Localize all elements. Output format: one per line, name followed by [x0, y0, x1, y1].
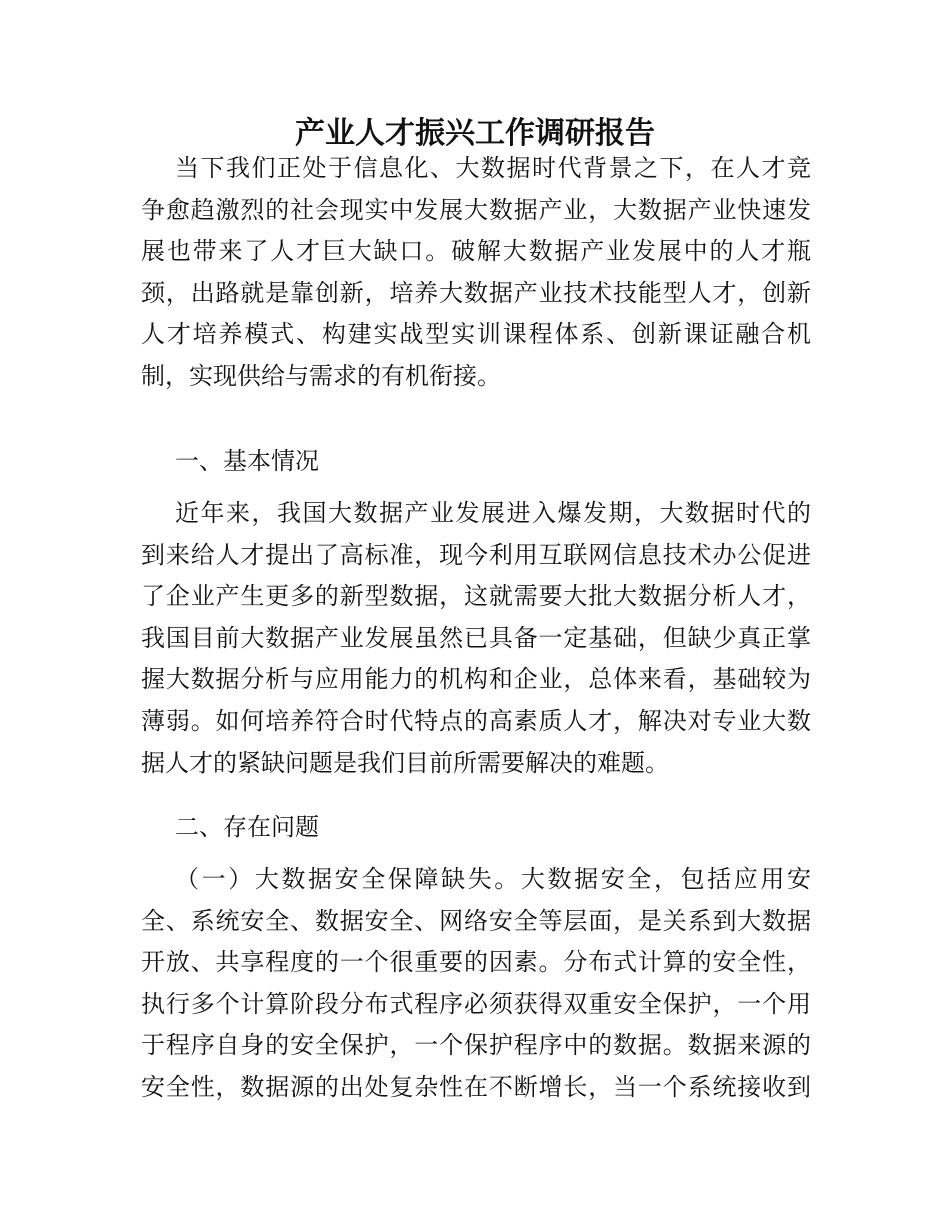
section-heading-basic: 一、基本情况: [175, 447, 319, 475]
text-line: 近年来，我国大数据产业发展进入爆发期，大数据时代的: [175, 499, 811, 527]
text-line: 开放、共享程度的一个很重要的因素。分布式计算的安全性，: [141, 948, 811, 977]
text-line: 执行多个计算阶段分布式程序必须获得双重安全保护，一个用: [141, 989, 811, 1018]
section1-paragraph: [141, 493, 811, 784]
text-line: 据人才的紧缺问题是我们目前所需要解决的难题。: [141, 748, 669, 777]
section-heading-problems: 二、存在问题: [175, 813, 319, 841]
text-line: 到来给人才提出了高标准，现今利用互联网信息技术办公促进: [141, 540, 811, 569]
text-line: 安全性，数据源的出处复杂性在不断增长，当一个系统接收到: [141, 1072, 811, 1101]
text-line: 展也带来了人才巨大缺口。破解大数据产业发展中的人才瓶: [141, 237, 811, 266]
text-line: 了企业产生更多的新型数据，这就需要大批大数据分析人才，: [141, 582, 811, 611]
section2-paragraph: [141, 859, 811, 1109]
page-title: 产业人才振兴工作调研报告: [295, 116, 655, 151]
text-line: 颈，出路就是靠创新，培养大数据产业技术技能型人才，创新: [141, 278, 811, 307]
text-line: 薄弱。如何培养符合时代特点的高素质人才，解决对专业大数: [141, 706, 811, 735]
text-line: 于程序自身的安全保护，一个保护程序中的数据。数据来源的: [141, 1031, 811, 1060]
text-line: 当下我们正处于信息化、大数据时代背景之下，在人才竞: [175, 154, 811, 182]
text-line: 我国目前大数据产业发展虽然已具备一定基础，但缺少真正掌: [141, 623, 811, 652]
text-line: 人才培养模式、构建实战型实训课程体系、创新课证融合机: [141, 320, 811, 349]
text-line: 全、系统安全、数据安全、网络安全等层面，是关系到大数据: [141, 906, 811, 935]
text-line: 争愈趋激烈的社会现实中发展大数据产业，大数据产业快速发: [141, 195, 811, 224]
text-line: （一）大数据安全保障缺失。大数据安全，包括应用安: [175, 865, 811, 893]
text-line: 制，实现供给与需求的有机衔接。: [141, 361, 501, 390]
text-line: 握大数据分析与应用能力的机构和企业，总体来看，基础较为: [141, 665, 811, 694]
intro-paragraph: [141, 148, 811, 398]
